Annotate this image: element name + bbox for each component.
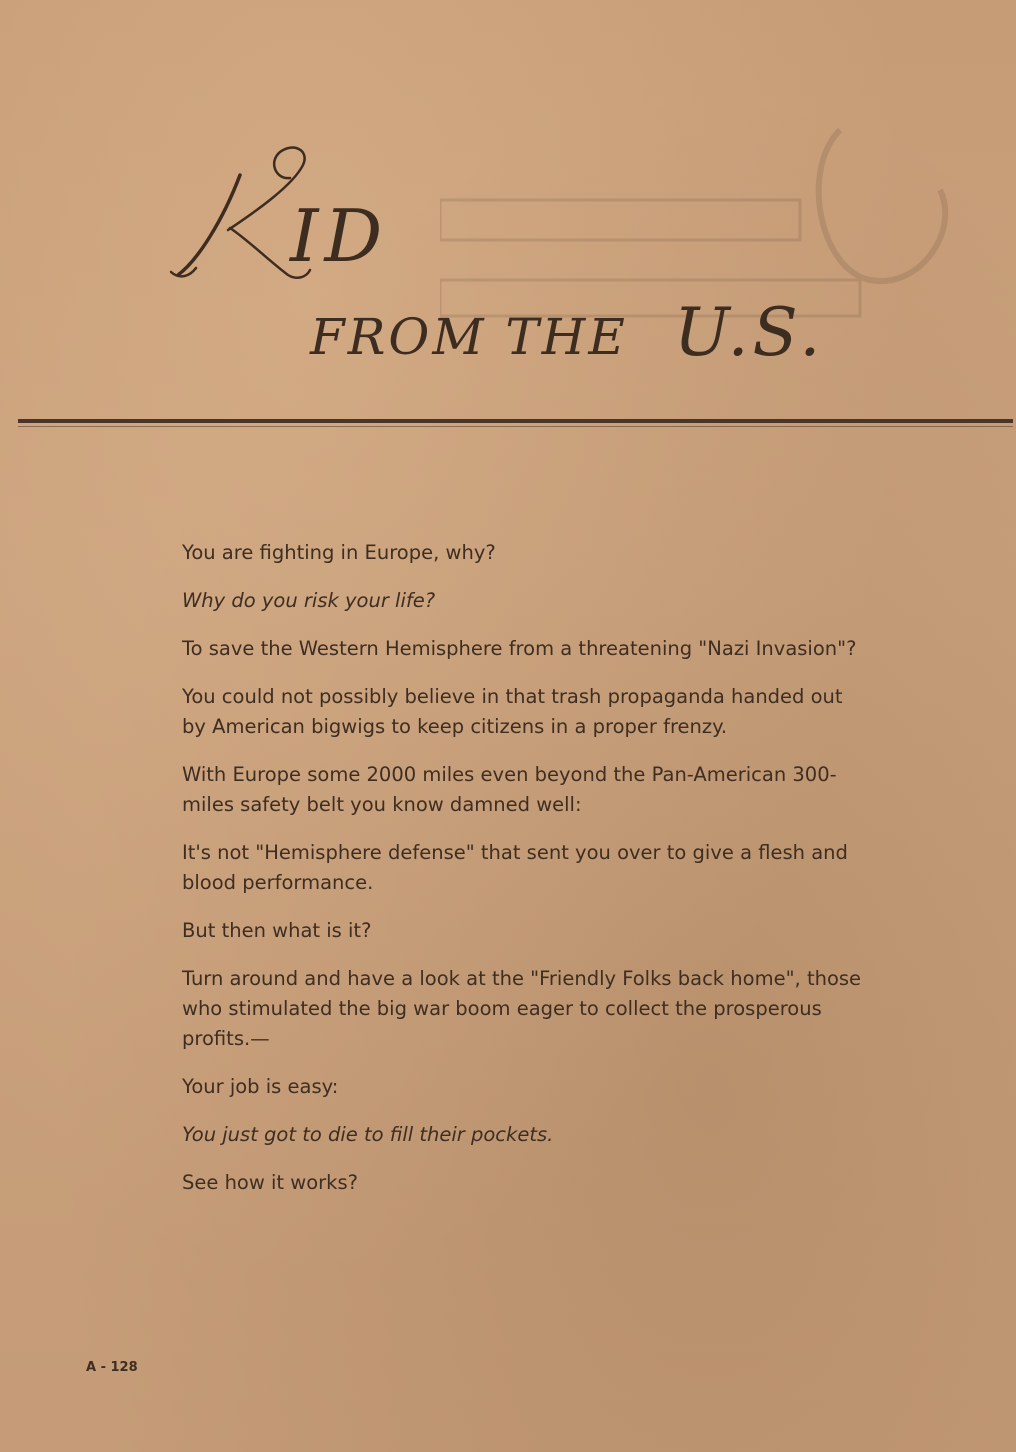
title-divider: [18, 419, 1013, 423]
title-line-1: [290, 194, 389, 278]
title-line-2: FROM THE: [310, 308, 628, 366]
paragraph: See how it works?: [182, 1171, 358, 1194]
paragraph: You just got to die to fill their pockets.: [182, 1123, 554, 1146]
paragraph: To save the Western Hemisphere from a threatening "Nazi Invasion"?: [182, 637, 857, 660]
leaflet-code: A - 128: [86, 1360, 138, 1375]
paragraph: But then what is it?: [182, 919, 372, 942]
leaflet-body: [182, 538, 872, 1216]
paragraph: You are fighting in Europe, why?: [182, 541, 496, 564]
title-line-1-rest: ID: [290, 194, 389, 278]
title-divider-shadow: [18, 426, 1013, 427]
paragraph: You could not possibly believe in that trash propaganda handed out by American bigwigs to keep citizens in a proper frenzy.: [182, 685, 843, 738]
paragraph: Why do you risk your life?: [182, 589, 436, 612]
paragraph: Turn around and have a look at the "Friendly Folks back home", those who stimulated the big war boom eager to collect the prosperous profits.—: [182, 967, 862, 1050]
paragraph: With Europe some 2000 miles even beyond the Pan-American 300-miles safety belt you know damned well:: [182, 763, 837, 816]
title-us: U.S.: [674, 294, 825, 371]
paragraph: It's not "Hemisphere defense" that sent you over to give a flesh and blood performance.: [182, 841, 848, 894]
paragraph: Your job is easy:: [182, 1075, 339, 1098]
